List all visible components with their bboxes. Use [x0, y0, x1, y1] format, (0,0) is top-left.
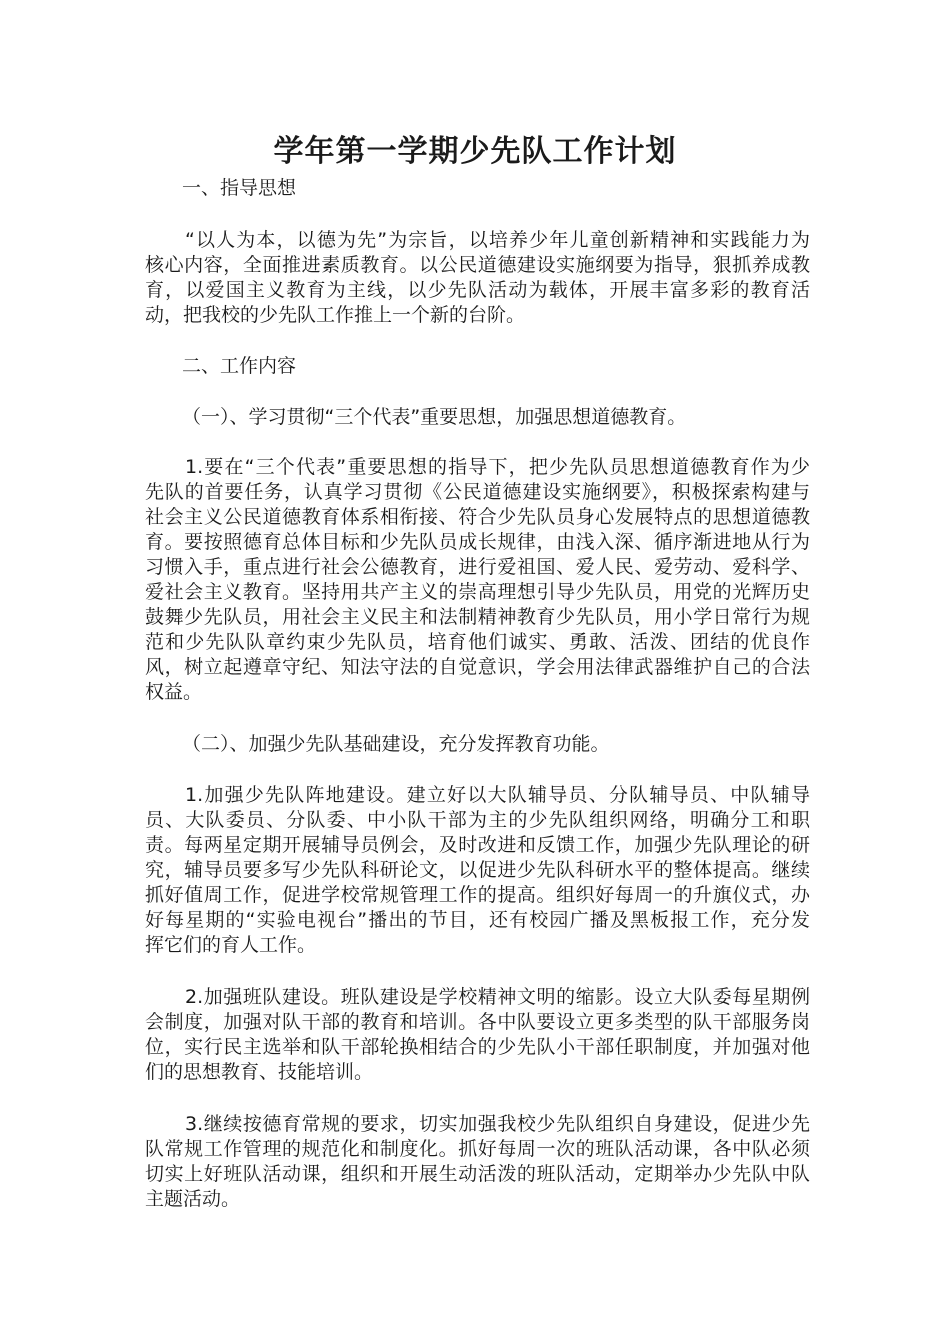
- sub2-item1-line: 员、大队委员、分队委、中小队干部为主的少先队组织网络，明确分工和职: [145, 809, 810, 831]
- sub1-item1-line: 风，树立起遵章守纪、知法守法的自觉意识，学会用法律武器维护自己的合法: [145, 656, 810, 678]
- sub1-item1-line: 范和少先队队章约束少先队员，培育他们诚实、勇敢、活泼、团结的优良作: [145, 631, 810, 653]
- section2-heading: 二、工作内容: [182, 355, 297, 377]
- sub2-item1-line: 抓好值周工作，促进学校常规管理工作的提高。组织好每周一的升旗仪式，办: [145, 884, 810, 906]
- sub1-item1-line: 习惯入手，重点进行社会公德教育，进行爱祖国、爱人民、爱劳动、爱科学、: [145, 556, 810, 578]
- sub1-item1-line: 1.要在“三个代表”重要思想的指导下，把少先队员思想道德教育作为少: [185, 456, 810, 478]
- sub2-item3-line: 3.继续按德育常规的要求，切实加强我校少先队组织自身建设，促进少先: [185, 1113, 810, 1135]
- section1-paragraph-line: 动，把我校的少先队工作推上一个新的台阶。: [145, 304, 526, 326]
- sub2-item3-line: 主题活动。: [145, 1188, 241, 1210]
- sub1-item1-line: 社会主义公民道德教育体系相衔接、符合少先队员身心发展特点的思想道德教: [145, 506, 810, 528]
- sub2-item3-line: 切实上好班队活动课，组织和开展生动活泼的班队活动，定期举办少先队中队: [145, 1163, 810, 1185]
- sub2-item1-line: 挥它们的育人工作。: [145, 934, 317, 956]
- sub2-item3-line: 队常规工作管理的规范化和制度化。抓好每周一次的班队活动课，各中队必须: [145, 1138, 810, 1160]
- section1-paragraph-line: “以人为本，以德为先”为宗旨，以培养少年儿童创新精神和实践能力为: [185, 229, 810, 251]
- sub2-item1-line: 好每星期的“实验电视台”播出的节目，还有校园广播及黑板报工作，充分发: [145, 909, 810, 931]
- subsection2-heading: （二）、加强少先队基础建设，充分发挥教育功能。: [182, 733, 610, 755]
- sub2-item2-line: 位，实行民主选举和队干部轮换相结合的少先队小干部任职制度，并加强对他: [145, 1036, 810, 1058]
- sub2-item2-line: 会制度，加强对队干部的教育和培训。各中队要设立更多类型的队干部服务岗: [145, 1011, 810, 1033]
- sub1-item1-line: 先队的首要任务，认真学习贯彻《公民道德建设实施纲要》，积极探索构建与: [145, 481, 810, 503]
- sub1-item1-line: 育。要按照德育总体目标和少先队员成长规律，由浅入深、循序渐进地从行为: [145, 531, 810, 553]
- section1-paragraph-line: 核心内容，全面推进素质教育。以公民道德建设实施纲要为指导，狠抓养成教: [145, 254, 810, 276]
- sub1-item1-line: 权益。: [145, 681, 203, 703]
- sub2-item2-line: 2.加强班队建设。班队建设是学校精神文明的缩影。设立大队委每星期例: [185, 986, 810, 1008]
- section1-heading: 一、指导思想: [182, 177, 297, 199]
- subsection1-heading: （一）、学习贯彻“三个代表”重要思想，加强思想道德教育。: [182, 406, 687, 428]
- sub2-item1-line: 责。每两星定期开展辅导员例会，及时改进和反馈工作，加强少先队理论的研: [145, 834, 810, 856]
- sub2-item2-line: 们的思想教育、技能培训。: [145, 1061, 374, 1083]
- document-title: 学年第一学期少先队工作计划: [273, 134, 677, 169]
- sub2-item1-line: 究，辅导员要多写少先队科研论文，以促进少先队科研水平的整体提高。继续: [145, 859, 810, 881]
- sub2-item1-line: 1.加强少先队阵地建设。建立好以大队辅导员、分队辅导员、中队辅导: [185, 784, 810, 806]
- sub1-item1-line: 爱社会主义教育。坚持用共产主义的崇高理想引导少先队员，用党的光辉历史: [145, 581, 810, 603]
- section1-paragraph-line: 育，以爱国主义教育为主线，以少先队活动为载体，开展丰富多彩的教育活: [145, 279, 810, 301]
- sub1-item1-line: 鼓舞少先队员，用社会主义民主和法制精神教育少先队员，用小学日常行为规: [145, 606, 810, 628]
